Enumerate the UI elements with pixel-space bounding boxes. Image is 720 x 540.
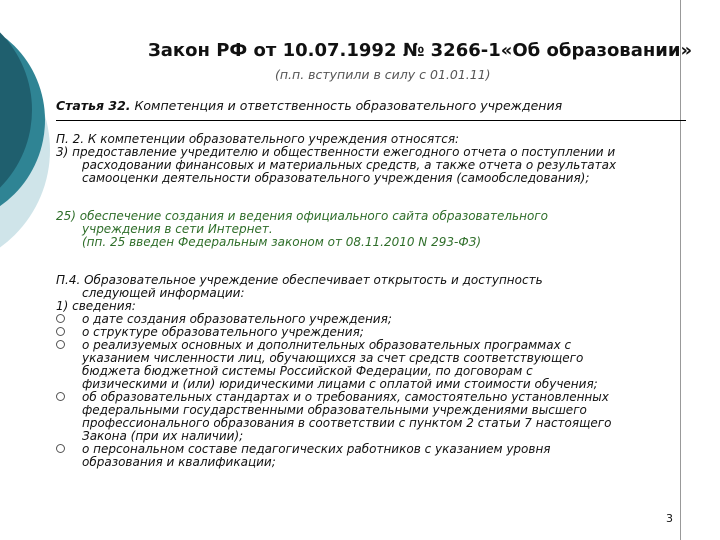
article-divider xyxy=(56,120,686,121)
decorative-circles xyxy=(0,0,60,300)
list-item: о реализуемых основных и дополнительных образовательных программах с указанием численности лиц, обучающихся за счет средств соответствующего бюджета бюджетной системы Российской Федерации, по договорам с физическими и (или) юридическими лицами с оплатой ими стоимости обучения; xyxy=(56,339,696,391)
item-25-line: учреждения в сети Интернет. xyxy=(82,222,273,236)
article-heading xyxy=(56,98,562,113)
paragraph-4 xyxy=(56,274,696,469)
item-25-note: (пп. 25 введен Федеральным законом от 08.11.2010 N 293-ФЗ) xyxy=(82,235,482,249)
page-subtitle: (п.п. вступили в силу с 01.01.11) xyxy=(275,67,491,82)
page-title: Закон РФ от 10.07.1992 № 3266-1«Об образовании» xyxy=(148,40,693,61)
article-number: Статья 32. xyxy=(56,98,131,113)
paragraph-2-heading: П. 2. К компетенции образовательного учреждения относятся: xyxy=(56,132,460,146)
list-item: о дате создания образовательного учреждения; xyxy=(56,313,696,326)
list-item: о персональном составе педагогических работников с указанием уровня образования и квалификации; xyxy=(56,443,696,469)
item-25 xyxy=(56,210,696,249)
paragraph-4-heading: следующей информации: xyxy=(82,286,245,300)
paragraph-4-subitem: 1) сведения: xyxy=(56,299,136,313)
item-3-line: 3) предоставление учредителю и общественности ежегодного отчета о поступлении и xyxy=(56,145,616,159)
bullet-circle-icon xyxy=(56,392,65,401)
item-25-line: 25) обеспечение создания и ведения официального сайта образовательного xyxy=(56,209,548,223)
paragraph-4-heading: П.4. Образовательное учреждение обеспечивает открытость и доступность xyxy=(56,273,543,287)
bullet-circle-icon xyxy=(56,340,65,349)
page-number: 3 xyxy=(666,512,673,525)
item-3-line: самооценки деятельности образовательного учреждения (самообследования); xyxy=(82,171,590,185)
bullet-circle-icon xyxy=(56,327,65,336)
article-title: Компетенция и ответственность образовательного учреждения xyxy=(134,98,563,113)
list-item: о структуре образовательного учреждения; xyxy=(56,326,696,339)
list-item: об образовательных стандартах и о требованиях, самостоятельно установленных федеральными государственными образовательными учреждениями высшего профессионального образования в соответствии с пунктом 2 статьи 7 настоящего Закона (при их наличии); xyxy=(56,391,696,443)
bullet-circle-icon xyxy=(56,444,65,453)
bullet-circle-icon xyxy=(56,314,65,323)
paragraph-2 xyxy=(56,133,696,185)
item-3-line: расходовании финансовых и материальных средств, а также отчета о результатах xyxy=(82,158,617,172)
